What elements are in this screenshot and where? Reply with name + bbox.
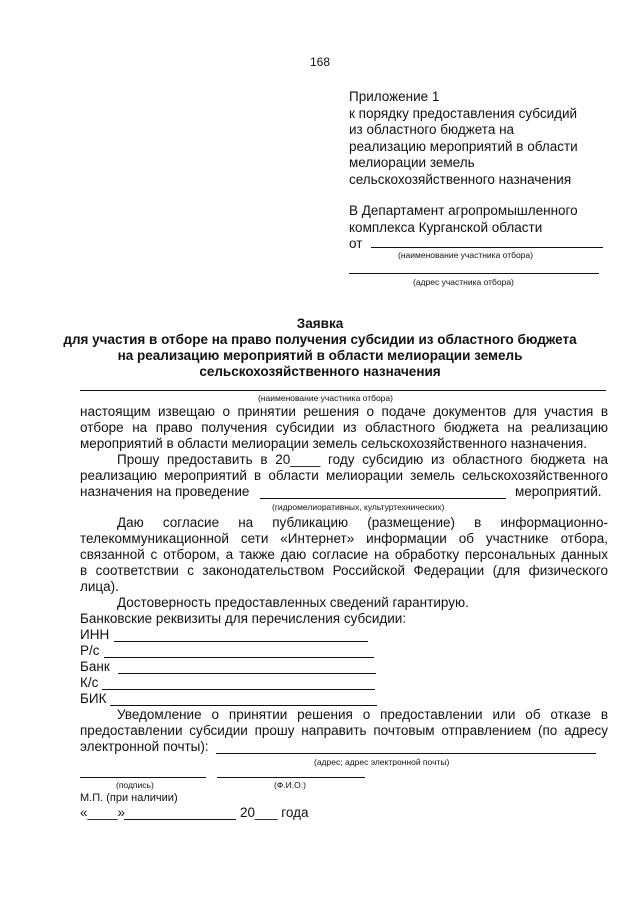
date-month-field[interactable] (124, 819, 236, 820)
title-line-3: сельскохозяйственного назначения (199, 364, 441, 379)
activity-type-line[interactable] (260, 498, 506, 499)
guarantee-text: Достоверность предоставленных сведений гарантирую. (117, 595, 469, 610)
document-title: Заявка (296, 316, 344, 331)
participant-full-name-line[interactable] (80, 390, 606, 391)
stamp-label: М.П. (при наличии) (80, 792, 178, 804)
corr-account-field[interactable] (102, 689, 375, 690)
paragraph-1-line: отборе на право получения субсидии из областного бюджета на реализацию (80, 420, 608, 435)
paragraph-3-line: связанной с отбором, а также даю согласие на обработку персональных данных (80, 547, 608, 562)
participant-address-line[interactable] (349, 273, 599, 274)
appendix-line: Приложение 1 (349, 89, 440, 104)
participant-full-name-hint: (наименование участника отбора) (258, 393, 393, 403)
notification-address-field[interactable] (216, 753, 596, 754)
paragraph-1-line: мероприятий в области мелиорации земель сельскохозяйственного назначения. (80, 436, 587, 451)
paragraph-2-line: реализацию мероприятий в области мелиорации земель сельскохозяйственного (80, 468, 608, 483)
paragraph-3-line: в соответствии с законодательством Российской Федерации (для физического (80, 563, 608, 578)
appendix-block (349, 89, 578, 188)
addressee-block (349, 203, 578, 253)
appendix-line: сельскохозяйственного назначения (349, 171, 572, 187)
addressee-line-2: комплекса Курганской области (349, 219, 543, 235)
appendix-line: из областного бюджета на (349, 122, 515, 137)
paragraph-3-line: телекоммуникационной сети «Интернет» информации об участнике отбора, (80, 531, 608, 546)
appendix-line: мелиорации земель (349, 155, 475, 170)
paragraph-2-line-start: назначения на проведение (80, 484, 250, 499)
account-field[interactable] (104, 657, 374, 658)
paragraph-5-line: предоставлении субсидии прошу направить почтовым отправлением (по адресу (80, 723, 608, 738)
appendix-line: к порядку предоставления субсидий (349, 105, 578, 121)
participant-name-line[interactable] (371, 247, 603, 248)
date-day: «____» (80, 805, 126, 820)
bank-field-label: Банк (80, 659, 110, 674)
full-name-hint: (Ф.И.О.) (274, 780, 306, 790)
bank-field-label: Р/с (80, 643, 100, 658)
paragraph-3-line: Даю согласие на публикацию (размещение) в информационно- (117, 515, 608, 530)
participant-name-hint: (наименование участника отбора) (398, 250, 533, 260)
date-year: 20___ года (240, 805, 309, 820)
bank-details-intro: Банковские реквизиты для перечисления субсидии: (80, 611, 407, 626)
paragraph-5-line: Уведомление о принятии решения о предоставлении или об отказе в (117, 707, 608, 722)
paragraph-2-line-end: мероприятий. (515, 484, 602, 499)
paragraph-1-line: настоящим извещаю о принятии решения о подаче документов для участия в (80, 404, 608, 419)
activity-type-hint: (гидромелиоративных, культуртехнических) (272, 502, 445, 512)
paragraph-2-line: Прошу предоставить в 20____ году субсидию из областного бюджета на (117, 452, 608, 467)
full-name-field[interactable] (217, 777, 365, 778)
participant-address-hint: (адрес участника отбора) (413, 277, 514, 287)
from-label: от (349, 236, 363, 251)
signature-field[interactable] (80, 777, 206, 778)
signature-hint: (подпись) (116, 780, 154, 790)
paragraph-5-line: электронной почты): (80, 739, 209, 754)
inn-field[interactable] (114, 641, 368, 642)
bik-field[interactable] (110, 705, 377, 706)
addressee-line-1: В Департамент агропромышленного (349, 203, 578, 218)
title-line-2: на реализацию мероприятий в области мелиорации земель (117, 348, 523, 363)
page-number: 168 (309, 55, 331, 69)
bank-name-field[interactable] (118, 673, 376, 674)
bank-field-label: БИК (80, 691, 107, 706)
notification-address-hint: (адрес; адрес электронной почты) (314, 757, 450, 767)
appendix-line: реализацию мероприятий в области (349, 138, 578, 154)
bank-field-label: К/с (80, 675, 99, 690)
bank-field-label: ИНН (80, 627, 110, 642)
title-line-1: для участия в отборе на право получения субсидии из областного бюджета (63, 332, 577, 347)
paragraph-3-line: лица). (80, 579, 119, 594)
